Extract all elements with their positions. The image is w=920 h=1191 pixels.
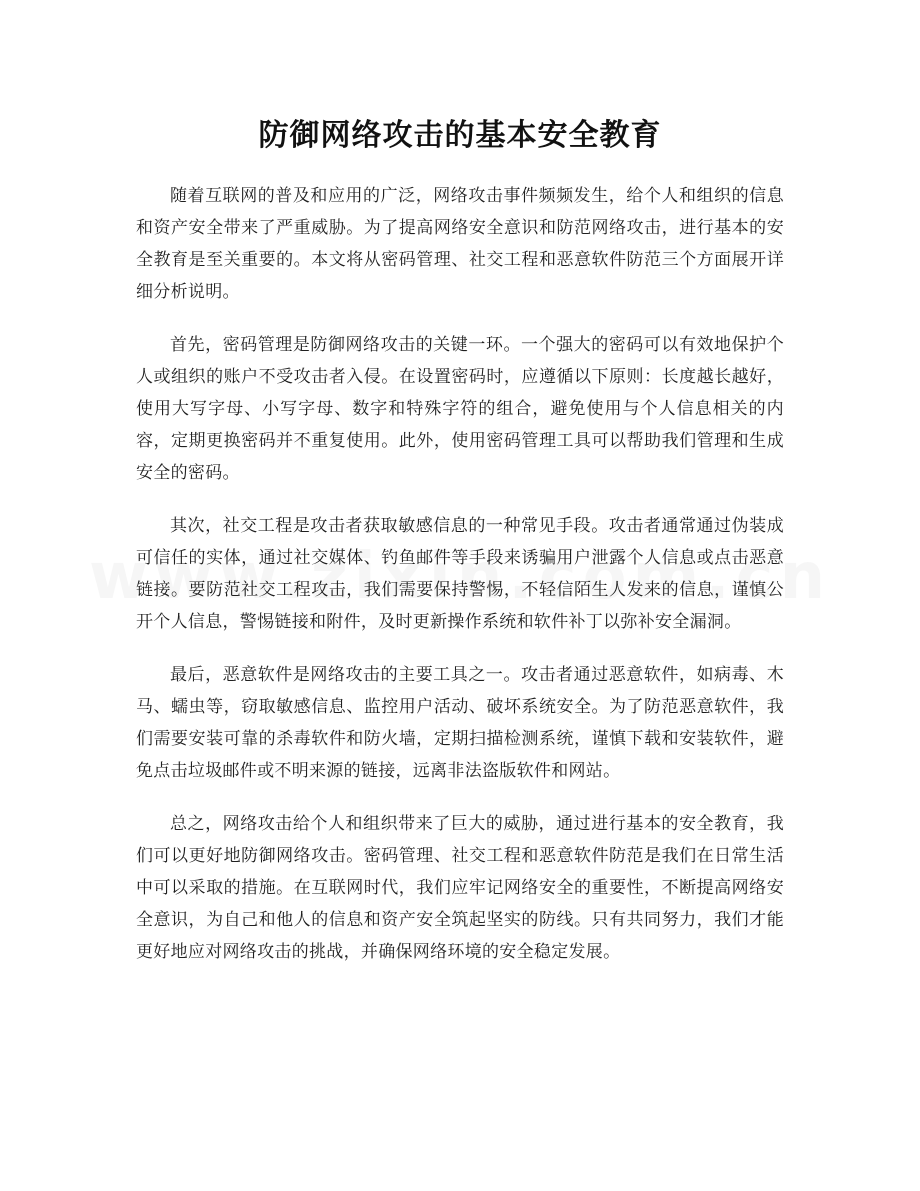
document-body	[136, 180, 784, 989]
paragraph-intro: 随着互联网的普及和应用的广泛，网络攻击事件频频发生，给个人和组织的信息和资产安全带来了严重威胁。为了提高网络安全意识和防范网络攻击，进行基本的安全教育是至关重要的。本文将从密码管理、社交工程和恶意软件防范三个方面展开详细分析说明。	[136, 186, 784, 302]
paragraph-password-management: 首先，密码管理是防御网络攻击的关键一环。一个强大的密码可以有效地保护个人或组织的账户不受攻击者入侵。在设置密码时，应遵循以下原则：长度越长越好，使用大写字母、小写字母、数字和特殊字符的组合，避免使用与个人信息相关的内容，定期更换密码并不重复使用。此外，使用密码管理工具可以帮助我们管理和生成安全的密码。	[136, 335, 784, 483]
paragraph-conclusion: 总之，网络攻击给个人和组织带来了巨大的威胁，通过进行基本的安全教育，我们可以更好地防御网络攻击。密码管理、社交工程和恶意软件防范是我们在日常生活中可以采取的措施。在互联网时代，我们应牢记网络安全的重要性，不断提高网络安全意识，为自己和他人的信息和资产安全筑起坚实的防线。只有共同努力，我们才能更好地应对网络攻击的挑战，并确保网络环境的安全稳定发展。	[136, 814, 784, 962]
paragraph-social-engineering: 其次，社交工程是攻击者获取敏感信息的一种常见手段。攻击者通常通过伪装成可信任的实体，通过社交媒体、钓鱼邮件等手段来诱骗用户泄露个人信息或点击恶意链接。要防范社交工程攻击，我们需要保持警惕，不轻信陌生人发来的信息，谨慎公开个人信息，警惕链接和附件，及时更新操作系统和软件补丁以弥补安全漏洞。	[136, 516, 784, 632]
page-title: 防御网络攻击的基本安全教育	[258, 118, 662, 153]
paragraph-malware: 最后，恶意软件是网络攻击的主要工具之一。攻击者通过恶意软件，如病毒、木马、蠕虫等，窃取敏感信息、监控用户活动、破坏系统安全。为了防范恶意软件，我们需要安装可靠的杀毒软件和防火墙，定期扫描检测系统，谨慎下载和安装软件，避免点击垃圾邮件或不明来源的链接，远离非法盗版软件和网站。	[136, 665, 784, 781]
